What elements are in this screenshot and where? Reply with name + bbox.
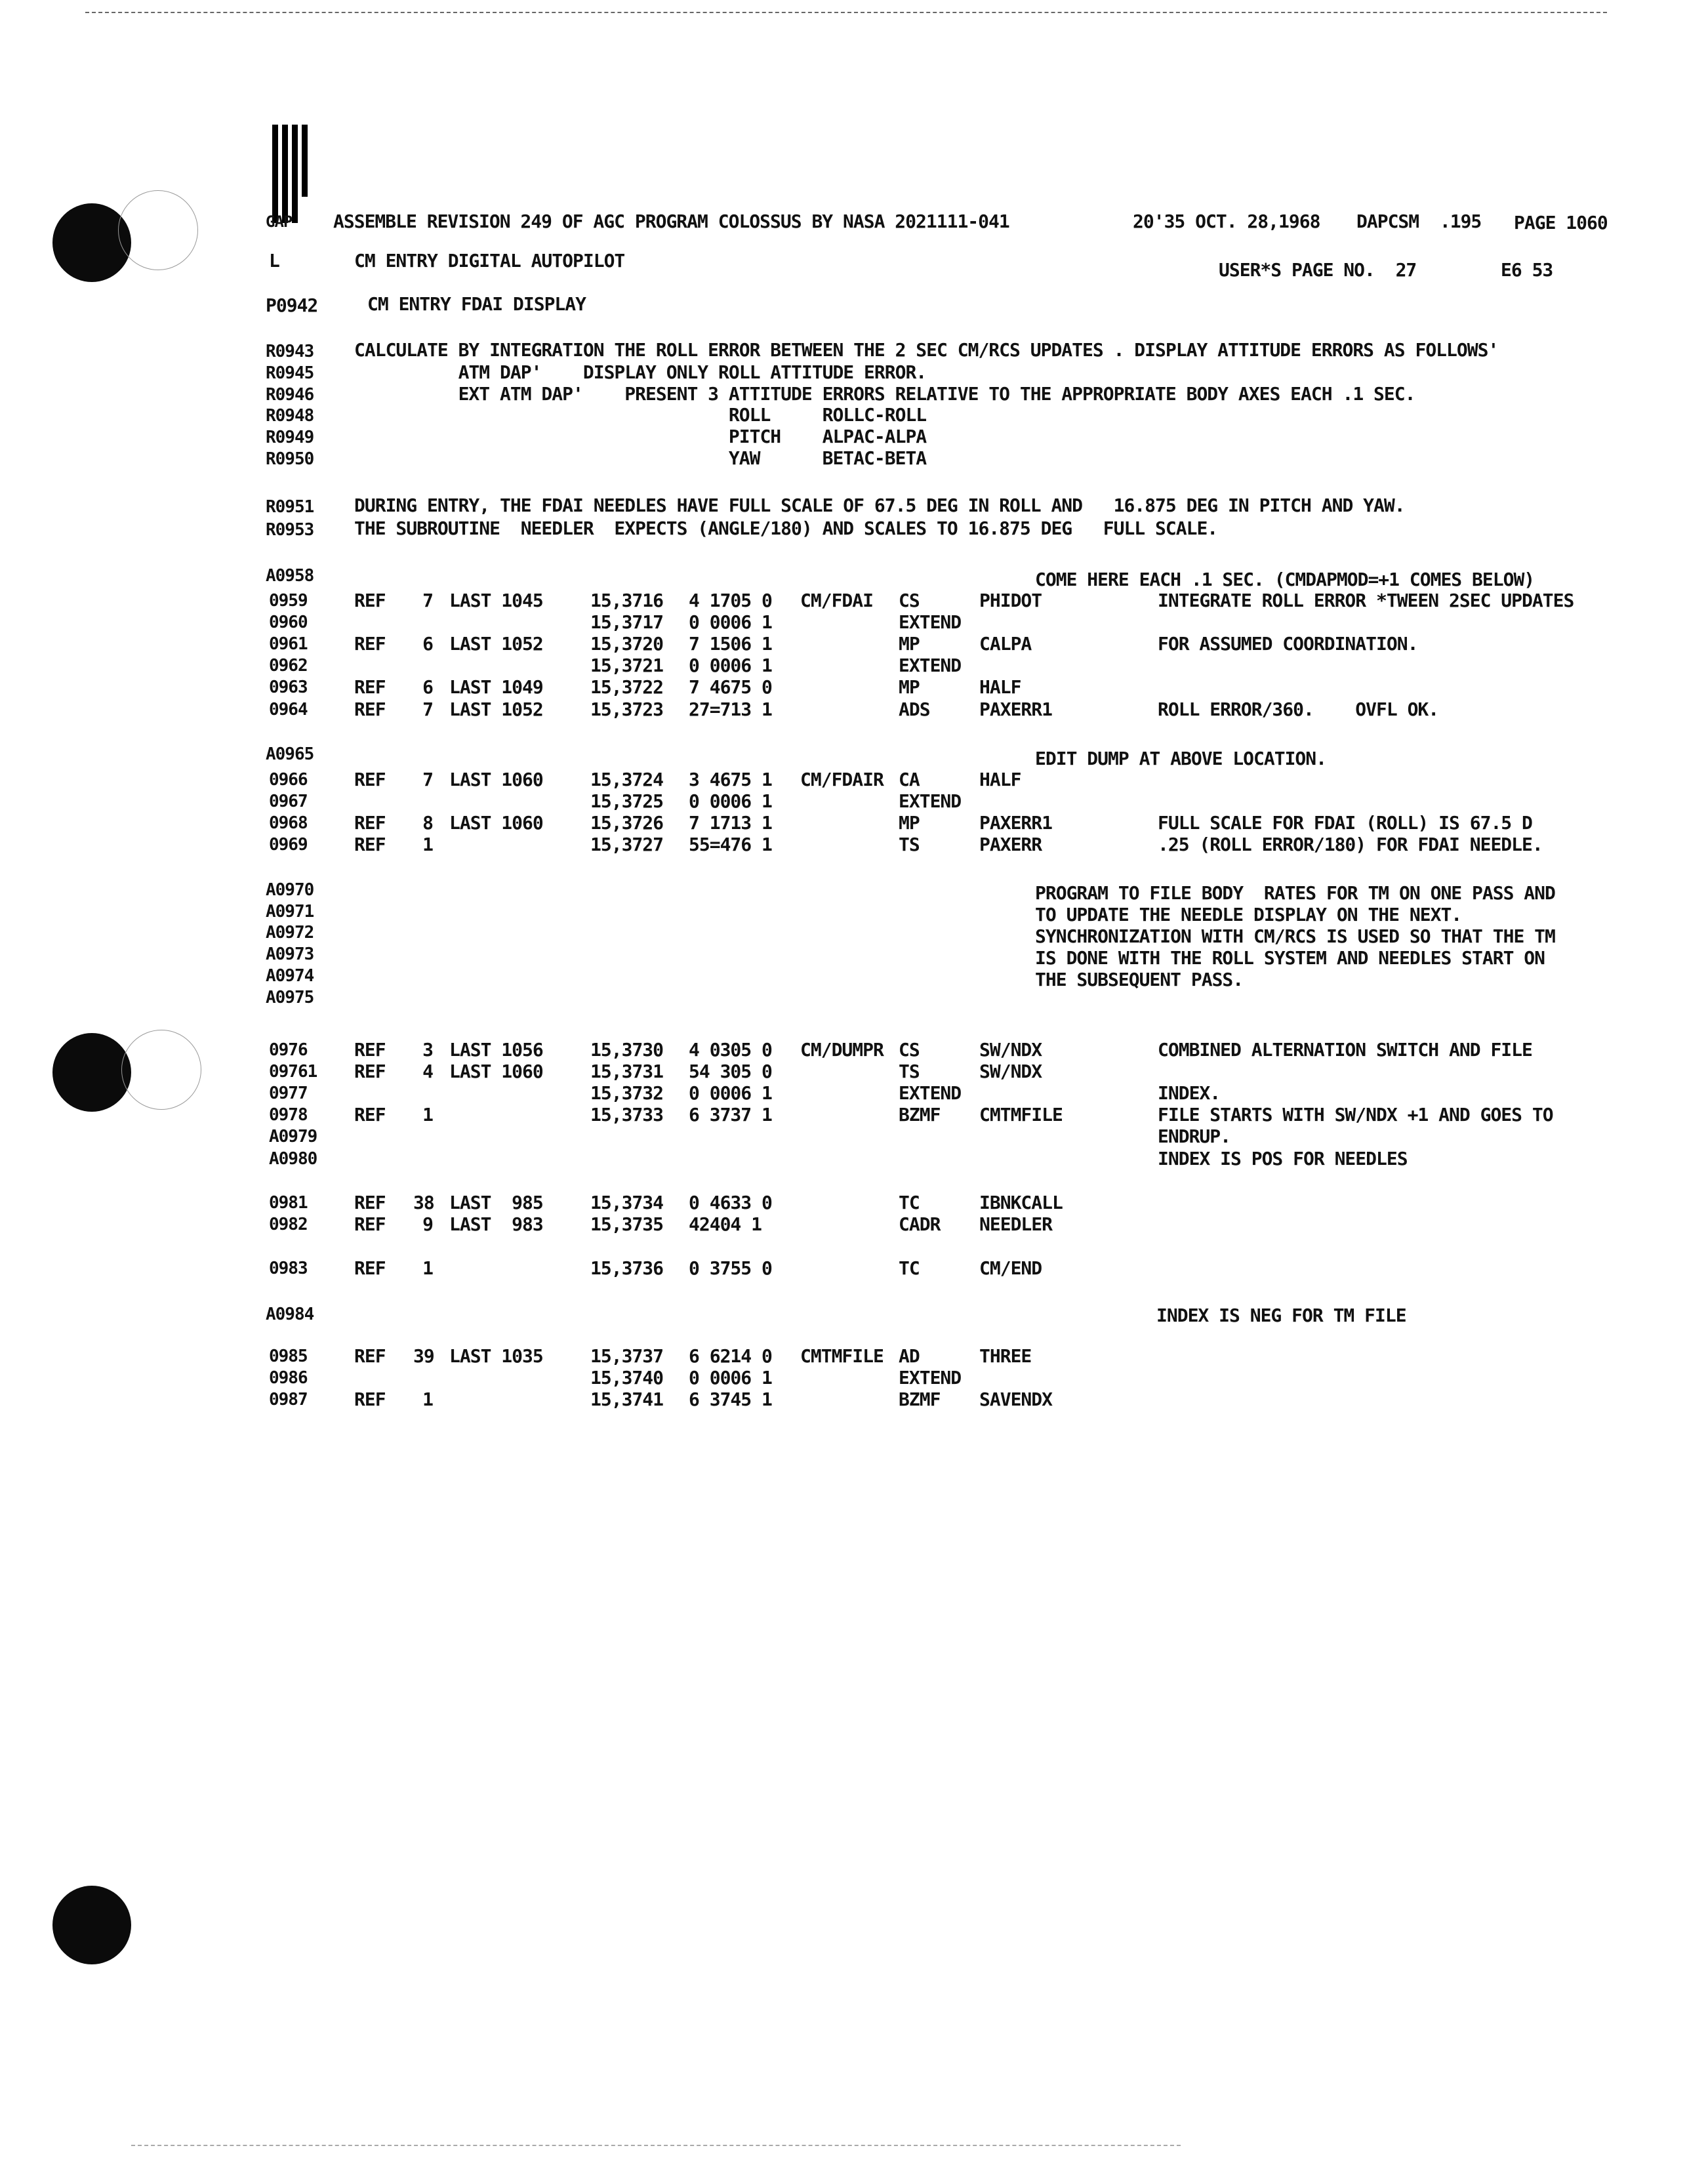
label: CM/FDAI [800, 590, 874, 611]
line-comment: COMBINED ALTERNATION SWITCH AND FILE [1158, 1039, 1532, 1061]
line-number: A0979 [269, 1127, 317, 1146]
line-number: 09761 [269, 1062, 317, 1082]
opcode: TC [899, 1192, 920, 1213]
operand: HALF [979, 676, 1021, 698]
ref-count: 6 [422, 676, 433, 698]
opcode: EXTEND [899, 655, 962, 676]
last-ref: LAST 1060 [449, 812, 543, 834]
ref-count: 38 [413, 1192, 434, 1213]
line-number: 0966 [269, 770, 308, 790]
last-ref: LAST 1052 [449, 699, 543, 720]
ref-marker: REF [354, 1039, 386, 1061]
last-ref: LAST 1060 [449, 1061, 543, 1082]
remark-id: R0949 [266, 428, 314, 447]
comment-id: A0975 [266, 988, 314, 1007]
punch-hole-middle [52, 1033, 131, 1112]
line-number: 0962 [269, 656, 308, 676]
ref-marker: REF [354, 834, 386, 855]
line-number: 0981 [269, 1193, 308, 1213]
log-letter: L [269, 250, 279, 272]
line-number: 0978 [269, 1105, 308, 1125]
last-ref: LAST 1052 [449, 633, 543, 655]
comment-text: IS DONE WITH THE ROLL SYSTEM AND NEEDLES START ON [1035, 947, 1545, 969]
punch-hole-bottom [52, 1886, 131, 1964]
operand: SAVENDX [979, 1389, 1053, 1410]
opcode: MP [899, 812, 920, 834]
address: 15,3733 [590, 1104, 664, 1126]
dapcsm-code: DAPCSM .195 [1356, 211, 1482, 232]
binder-marks [272, 125, 312, 223]
address: 15,3725 [590, 790, 664, 812]
ref-count: 1 [422, 1257, 433, 1279]
address: 15,3737 [590, 1345, 664, 1367]
ref-marker: REF [354, 769, 386, 790]
remark-text: ROLL ROLLC-ROLL [354, 404, 927, 426]
remark-text: THE SUBROUTINE NEEDLER EXPECTS (ANGLE/180) AND SCALES TO 16.875 DEG FULL SCALE. [354, 517, 1218, 539]
address: 15,3716 [590, 590, 664, 611]
operand: PAXERR1 [979, 699, 1053, 720]
subtitle-id: P0942 [266, 294, 318, 316]
address: 15,3723 [590, 699, 664, 720]
remark-text: DURING ENTRY, THE FDAI NEEDLES HAVE FULL SCALE OF 67.5 DEG IN ROLL AND 16.875 DEG IN PITCH AND YAW. [354, 495, 1405, 516]
address: 15,3722 [590, 676, 664, 698]
operand: CM/END [979, 1257, 1042, 1279]
octal-word: 0 0006 1 [689, 611, 772, 633]
comment-id: A0972 [266, 923, 314, 943]
comment-id: A0973 [266, 944, 314, 964]
operand: THREE [979, 1345, 1032, 1367]
ref-marker: REF [354, 812, 386, 834]
octal-word: 0 3755 0 [689, 1257, 772, 1279]
comment-text: THE SUBSEQUENT PASS. [1035, 969, 1244, 990]
punch-ring-top [118, 190, 198, 270]
ref-marker: REF [354, 1213, 386, 1235]
octal-word: 0 0006 1 [689, 655, 772, 676]
last-ref: LAST 985 [449, 1192, 543, 1213]
last-ref: LAST 1035 [449, 1345, 543, 1367]
comment-id: A0970 [266, 880, 314, 900]
address: 15,3736 [590, 1257, 664, 1279]
remark-id: R0948 [266, 406, 314, 426]
operand: PAXERR1 [979, 812, 1053, 834]
opcode: CA [899, 769, 920, 790]
timestamp: 20'35 OCT. 28,1968 [1133, 211, 1320, 232]
opcode: BZMF [899, 1389, 941, 1410]
remark-text: PITCH ALPAC-ALPA [354, 426, 927, 447]
remark-id: R0951 [266, 497, 314, 517]
annotation-id: A0984 [266, 1305, 314, 1324]
opcode: CS [899, 590, 920, 611]
remark-id: R0953 [266, 520, 314, 540]
octal-word: 54 305 0 [689, 1061, 772, 1082]
annotation-id: A0965 [266, 744, 314, 764]
scan-edge-bottom [131, 2145, 1181, 2146]
opcode: BZMF [899, 1104, 941, 1126]
operand: CMTMFILE [979, 1104, 1063, 1126]
line-number: 0985 [269, 1347, 308, 1366]
remark-text: YAW BETAC-BETA [354, 447, 927, 469]
opcode: CS [899, 1039, 920, 1061]
page-number: PAGE 1060 [1514, 212, 1608, 233]
line-comment: FILE STARTS WITH SW/NDX +1 AND GOES TO [1158, 1104, 1553, 1126]
line-comment: INDEX IS POS FOR NEEDLES [1158, 1148, 1408, 1169]
ref-marker: REF [354, 590, 386, 611]
line-comment: FULL SCALE FOR FDAI (ROLL) IS 67.5 D [1158, 812, 1532, 834]
annotation-text: INDEX IS NEG FOR TM FILE [1156, 1305, 1406, 1326]
opcode: TC [899, 1257, 920, 1279]
address: 15,3726 [590, 812, 664, 834]
octal-word: 6 6214 0 [689, 1345, 772, 1367]
last-ref: LAST 1056 [449, 1039, 543, 1061]
line-comment: INTEGRATE ROLL ERROR *TWEEN 2SEC UPDATES [1158, 590, 1574, 611]
ref-marker: REF [354, 676, 386, 698]
section-title: CM ENTRY DIGITAL AUTOPILOT [354, 250, 625, 272]
remark-id: R0943 [266, 342, 314, 361]
punch-hole-top [52, 203, 131, 282]
ref-count: 4 [422, 1061, 433, 1082]
octal-word: 55=476 1 [689, 834, 772, 855]
ref-marker: REF [354, 1257, 386, 1279]
line-number: 0964 [269, 700, 308, 720]
remark-text: ATM DAP' DISPLAY ONLY ROLL ATTITUDE ERROR. [354, 361, 927, 383]
opcode: MP [899, 633, 920, 655]
ref-count: 6 [422, 633, 433, 655]
ref-count: 7 [422, 590, 433, 611]
address: 15,3734 [590, 1192, 664, 1213]
operand: IBNKCALL [979, 1192, 1063, 1213]
opcode: TS [899, 834, 920, 855]
line-comment: .25 (ROLL ERROR/180) FOR FDAI NEEDLE. [1158, 834, 1543, 855]
line-number: 0977 [269, 1084, 308, 1103]
line-comment: ENDRUP. [1158, 1126, 1231, 1147]
comment-text: PROGRAM TO FILE BODY RATES FOR TM ON ONE PASS AND [1035, 882, 1555, 904]
opcode: EXTEND [899, 1082, 962, 1104]
ref-marker: REF [354, 1345, 386, 1367]
line-number: 0976 [269, 1040, 308, 1060]
label: CM/FDAIR [800, 769, 884, 790]
address: 15,3717 [590, 611, 664, 633]
operand: SW/NDX [979, 1061, 1042, 1082]
remark-text: EXT ATM DAP' PRESENT 3 ATTITUDE ERRORS RELATIVE TO THE APPROPRIATE BODY AXES EACH .1 SEC. [354, 383, 1415, 405]
line-number: 0959 [269, 591, 308, 611]
address: 15,3731 [590, 1061, 664, 1082]
remark-id: R0945 [266, 363, 314, 383]
line-number: 0986 [269, 1368, 308, 1388]
octal-word: 4 0305 0 [689, 1039, 772, 1061]
ref-marker: REF [354, 699, 386, 720]
octal-word: 27=713 1 [689, 699, 772, 720]
octal-word: 7 4675 0 [689, 676, 772, 698]
opcode: CADR [899, 1213, 941, 1235]
line-number: 0969 [269, 835, 308, 855]
label: CM/DUMPR [800, 1039, 884, 1061]
octal-word: 6 3745 1 [689, 1389, 772, 1410]
address: 15,3732 [590, 1082, 664, 1104]
ref-count: 7 [422, 699, 433, 720]
ref-count: 1 [422, 1389, 433, 1410]
ref-marker: REF [354, 1061, 386, 1082]
octal-word: 42404 1 [689, 1213, 762, 1235]
address: 15,3724 [590, 769, 664, 790]
address: 15,3720 [590, 633, 664, 655]
label: CMTMFILE [800, 1345, 884, 1367]
operand: SW/NDX [979, 1039, 1042, 1061]
users-page-number: USER*S PAGE NO. 27 [1219, 259, 1417, 281]
octal-word: 0 4633 0 [689, 1192, 772, 1213]
last-ref: LAST 983 [449, 1213, 543, 1235]
line-comment: FOR ASSUMED COORDINATION. [1158, 633, 1418, 655]
remark-text: CALCULATE BY INTEGRATION THE ROLL ERROR BETWEEN THE 2 SEC CM/RCS UPDATES . DISPLAY ATTITUDE ERRORS AS FOLLOWS' [354, 339, 1499, 361]
address: 15,3735 [590, 1213, 664, 1235]
punch-ring-middle [121, 1030, 201, 1110]
line-number: A0980 [269, 1149, 317, 1169]
ref-count: 7 [422, 769, 433, 790]
ref-marker: REF [354, 1389, 386, 1410]
octal-word: 3 4675 1 [689, 769, 772, 790]
scan-edge-top [85, 12, 1607, 13]
opcode: EXTEND [899, 1367, 962, 1389]
line-number: 0963 [269, 678, 308, 697]
octal-word: 7 1713 1 [689, 812, 772, 834]
operand: NEEDLER [979, 1213, 1053, 1235]
opcode: EXTEND [899, 790, 962, 812]
operand: PAXERR [979, 834, 1042, 855]
operand: PHIDOT [979, 590, 1042, 611]
annotation-text: EDIT DUMP AT ABOVE LOCATION. [1035, 748, 1327, 769]
ref-count: 1 [422, 1104, 433, 1126]
opcode: EXTEND [899, 611, 962, 633]
opcode: AD [899, 1345, 920, 1367]
line-number: 0983 [269, 1259, 308, 1278]
ref-count: 1 [422, 834, 433, 855]
annotation-text: COME HERE EACH .1 SEC. (CMDAPMOD=+1 COMES BELOW) [1035, 569, 1535, 590]
assembly-line: ASSEMBLE REVISION 249 OF AGC PROGRAM COLOSSUS BY NASA 2021111-041 [333, 211, 1009, 232]
address: 15,3730 [590, 1039, 664, 1061]
octal-word: 0 0006 1 [689, 1082, 772, 1104]
line-number: 0960 [269, 613, 308, 632]
address: 15,3740 [590, 1367, 664, 1389]
annotation-id: A0958 [266, 566, 314, 586]
octal-word: 6 3737 1 [689, 1104, 772, 1126]
line-comment: INDEX. [1158, 1082, 1221, 1104]
subtitle-text: CM ENTRY FDAI DISPLAY [367, 293, 586, 315]
last-ref: LAST 1045 [449, 590, 543, 611]
address: 15,3727 [590, 834, 664, 855]
address: 15,3741 [590, 1389, 664, 1410]
line-number: 0967 [269, 792, 308, 811]
last-ref: LAST 1049 [449, 676, 543, 698]
ref-count: 3 [422, 1039, 433, 1061]
operand: HALF [979, 769, 1021, 790]
remark-id: R0950 [266, 449, 314, 469]
octal-word: 4 1705 0 [689, 590, 772, 611]
line-comment: ROLL ERROR/360. OVFL OK. [1158, 699, 1439, 720]
last-ref: LAST 1060 [449, 769, 543, 790]
opcode: TS [899, 1061, 920, 1082]
octal-word: 7 1506 1 [689, 633, 772, 655]
comment-id: A0974 [266, 966, 314, 986]
opcode: MP [899, 676, 920, 698]
e-code: E6 53 [1501, 259, 1553, 281]
opcode: ADS [899, 699, 930, 720]
comment-text: SYNCHRONIZATION WITH CM/RCS IS USED SO THAT THE TM [1035, 925, 1555, 947]
octal-word: 0 0006 1 [689, 790, 772, 812]
line-number: 0961 [269, 634, 308, 654]
octal-word: 0 0006 1 [689, 1367, 772, 1389]
ref-marker: REF [354, 1104, 386, 1126]
ref-marker: REF [354, 633, 386, 655]
ref-marker: REF [354, 1192, 386, 1213]
comment-text: TO UPDATE THE NEEDLE DISPLAY ON THE NEXT. [1035, 904, 1462, 925]
corner-mark: GAP [266, 213, 293, 231]
line-number: 0968 [269, 813, 308, 833]
operand: CALPA [979, 633, 1032, 655]
line-number: 0987 [269, 1390, 308, 1410]
address: 15,3721 [590, 655, 664, 676]
ref-count: 8 [422, 812, 433, 834]
remark-id: R0946 [266, 385, 314, 405]
ref-count: 39 [413, 1345, 434, 1367]
ref-count: 9 [422, 1213, 433, 1235]
line-number: 0982 [269, 1215, 308, 1234]
comment-id: A0971 [266, 902, 314, 922]
